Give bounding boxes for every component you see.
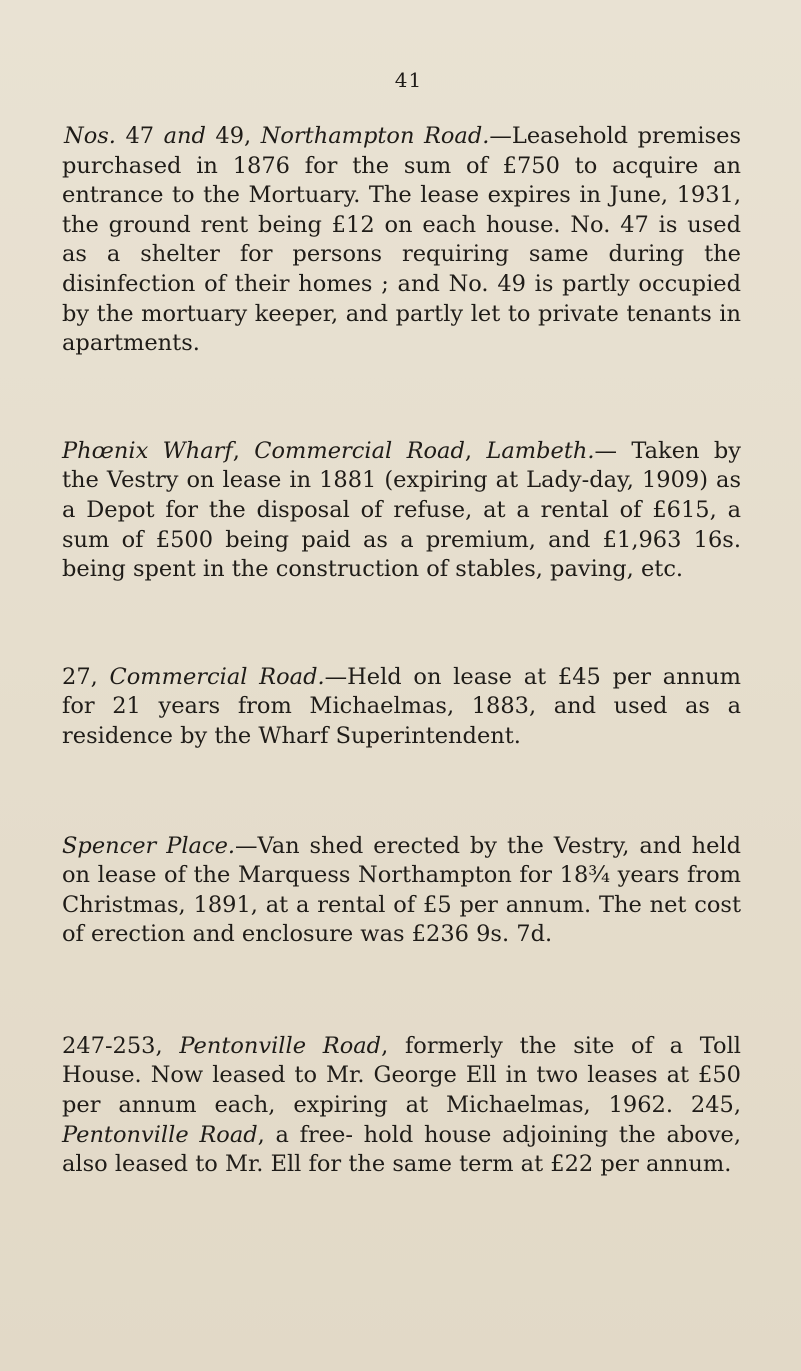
entry-heading-number: 49, xyxy=(205,123,261,149)
entry-commercial-road xyxy=(62,663,741,752)
entry-body: —Van shed erected by the Vestry, and held on lease of the Marquess Northampton for 18¾ years from Christmas, 1891, at a rental of £5 per annum. The net cost of erection and enclosure was £236 9s. 7d. xyxy=(62,832,741,948)
entry-body: —Leasehold premises purchased in 1876 for the sum of £750 to acquire an entrance to the Mortuary. The lease expires in June, 1931, the ground rent being £12 on each house. No. 47 is used as a shelter for persons requiring same during the disinfection of their homes ; and No. 49 is partly occupied by the mortuary keeper, and partly let to private tenants in apartments. xyxy=(62,123,741,357)
entry-heading-prefix: Nos. xyxy=(64,123,116,149)
entry-northampton-road xyxy=(62,122,741,359)
entry-heading-place: Commercial Road xyxy=(254,437,465,464)
entry-phoenix-wharf xyxy=(62,437,741,585)
entry-body: , a free- hold house adjoining the above, also leased to Mr. Ell for the same term at £22 per annum. xyxy=(62,1121,741,1178)
entry-heading-place: Pentonville Road xyxy=(179,1032,382,1059)
entry-heading-and: and xyxy=(163,123,206,149)
entry-heading-number: 247-253, xyxy=(62,1032,180,1059)
entry-heading-place: Northampton Road. xyxy=(260,123,490,149)
page-number: 41 xyxy=(394,68,423,92)
entry-heading-separator: , xyxy=(232,437,255,464)
entry-body: , formerly the site of a Toll House. Now leased to Mr. George Ell in two leases at £50 per annum each, expiring at Michaelmas, 1962. 245, xyxy=(62,1032,741,1119)
entry-heading-place: Lambeth. xyxy=(486,437,595,464)
entry-heading-place: Commercial Road. xyxy=(109,663,325,690)
entry-pentonville-road xyxy=(62,1032,741,1180)
entry-body: —Held on lease at £45 per annum for 21 years from Michaelmas, 1883, and used as a residence by the Wharf Superintendent. xyxy=(62,663,742,749)
entry-body-place: Pentonville Road xyxy=(62,1121,258,1148)
entry-heading-separator: , xyxy=(464,437,487,464)
entry-heading-place: Phœnix Wharf xyxy=(62,437,233,464)
entry-body: — Taken by the Vestry on lease in 1881 (expiring at Lady-day, 1909) as a Depot for the disposal of refuse, at a rental of £615, a sum of £500 being paid as a premium, and £1,963 16s. being spent in the construction of stables, paving, etc. xyxy=(62,437,741,583)
entry-heading-place: Spencer Place. xyxy=(62,832,236,859)
entry-heading-number: 27, xyxy=(62,663,110,690)
entry-heading-number: 47 xyxy=(115,123,164,149)
entry-spencer-place xyxy=(62,832,741,950)
